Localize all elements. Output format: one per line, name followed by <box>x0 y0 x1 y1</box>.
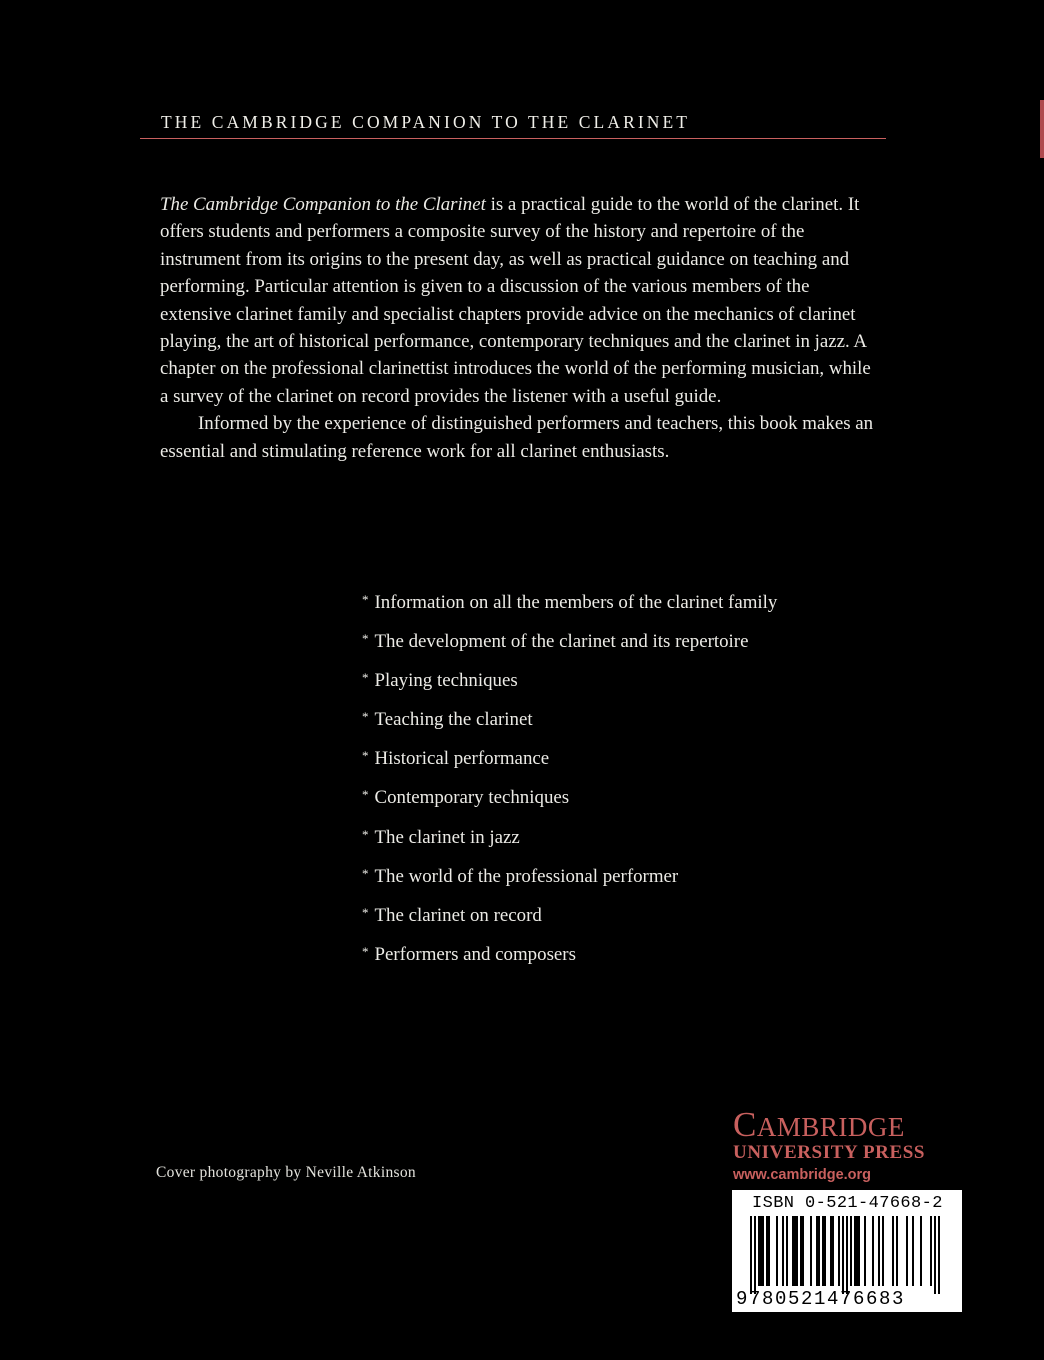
series-title: THE CAMBRIDGE COMPANION TO THE CLARINET <box>161 112 691 132</box>
cover-photo-credit: Cover photography by Neville Atkinson <box>156 1164 416 1181</box>
barcode-guard-bar <box>750 1216 752 1294</box>
feature-item <box>362 702 777 741</box>
barcode-bar <box>768 1216 770 1286</box>
book-description <box>160 191 882 465</box>
feature-item <box>362 859 777 898</box>
feature-item-text: The development of the clarinet and its repertoire <box>374 631 749 653</box>
barcode-bar <box>864 1216 866 1286</box>
publisher-logo <box>733 1106 963 1185</box>
bullet-star: * <box>362 631 369 647</box>
barcode-bar <box>816 1216 818 1286</box>
barcode-bar <box>850 1216 852 1286</box>
barcode-guard-bar <box>938 1216 940 1294</box>
feature-item-text: The world of the professional performer <box>374 865 679 887</box>
feature-item-text: Playing techniques <box>374 670 518 692</box>
bullet-star: * <box>362 748 369 764</box>
feature-list <box>362 585 777 976</box>
barcode-guard-bar <box>754 1216 756 1294</box>
barcode-bar <box>766 1216 768 1286</box>
publisher-name-initial: C <box>733 1105 757 1144</box>
feature-item <box>362 585 777 624</box>
ean-digits: 9780521476683 <box>736 1288 906 1310</box>
description-paragraph-1 <box>160 191 882 410</box>
barcode-bar <box>830 1216 832 1286</box>
feature-item <box>362 624 777 663</box>
barcode-bar <box>794 1216 796 1286</box>
barcode-bar <box>802 1216 804 1286</box>
feature-item-text: Information on all the members of the clarinet family <box>374 592 778 613</box>
barcode-bar <box>920 1216 922 1286</box>
bullet-star: * <box>362 826 369 842</box>
barcode-bar <box>872 1216 874 1286</box>
feature-item <box>362 820 777 859</box>
barcode-guard-bar <box>842 1216 844 1294</box>
barcode-bar <box>856 1216 858 1286</box>
feature-item-text: The clarinet in jazz <box>374 826 520 848</box>
barcode-bar <box>810 1216 812 1286</box>
feature-item <box>362 898 777 937</box>
bullet-star: * <box>362 709 369 725</box>
barcode-bar <box>822 1216 824 1286</box>
bullet-star: * <box>362 943 369 959</box>
publisher-name <box>733 1106 963 1146</box>
spine-edge-mark <box>1040 100 1044 158</box>
barcode-bar <box>782 1216 784 1286</box>
publisher-url: www.cambridge.org <box>733 1167 872 1183</box>
feature-item <box>362 663 777 702</box>
book-title-italic: The Cambridge Companion to the Clarinet <box>160 194 486 215</box>
bullet-star: * <box>362 787 369 803</box>
barcode-bar <box>824 1216 826 1286</box>
feature-item <box>362 780 777 819</box>
feature-item <box>362 741 777 780</box>
bullet-star: * <box>362 670 369 686</box>
barcode-bar <box>818 1216 820 1286</box>
feature-item-text: Contemporary techniques <box>374 787 570 809</box>
barcode-bar <box>760 1216 762 1286</box>
barcode-bar <box>882 1216 884 1286</box>
barcode-bar <box>796 1216 798 1286</box>
barcode-bar <box>858 1216 860 1286</box>
feature-item-text: Performers and composers <box>374 943 576 965</box>
feature-item-text: Teaching the clarinet <box>374 709 533 731</box>
isbn-barcode <box>732 1190 962 1312</box>
description-paragraph-2: Informed by the experience of distinguished performers and teachers, this book makes an essential and stimulating reference work for all clarinet enthusiasts. <box>160 413 874 462</box>
feature-item-text: The clarinet on record <box>374 904 542 926</box>
feature-item <box>362 937 777 976</box>
barcode-bar <box>854 1216 856 1286</box>
publisher-name-rest: AMBRIDGE <box>756 1112 905 1142</box>
barcode-bar <box>800 1216 802 1286</box>
barcode-bar <box>762 1216 764 1286</box>
title-rule <box>140 138 886 139</box>
barcode-bar <box>878 1216 880 1286</box>
feature-item-text: Historical performance <box>374 748 550 770</box>
barcode-bar <box>930 1216 932 1286</box>
publisher-subtitle: UNIVERSITY PRESS <box>733 1142 926 1163</box>
barcode-bar <box>906 1216 908 1286</box>
barcode-bar <box>776 1216 778 1286</box>
barcode-guard-bar <box>934 1216 936 1294</box>
barcode-bar <box>832 1216 834 1286</box>
barcode-bar <box>838 1216 840 1286</box>
bullet-star: * <box>362 904 369 920</box>
description-paragraph-1-text: is a practical guide to the world of the clarinet. It offers students and performers a composite survey of the history and repertoire of the instrument from its origins to the present day, as well as practical guidance on teaching and performing. Particular attention is given to a discussion of the various members of the extensive clarinet family and specialist chapters provide advice on the mechanics of clarinet playing, the art of historical performance, contemporary techniques and the clarinet in jazz. A chapter on the professional clarinettist introduces the world of the performing musician, while a survey of the clarinet on record provides the listener with a useful guide. <box>160 194 871 407</box>
barcode-guard-bar <box>846 1216 848 1294</box>
bullet-star: * <box>362 865 369 881</box>
isbn-label: ISBN 0-521-47668-2 <box>752 1194 943 1213</box>
barcode-bar <box>792 1216 794 1286</box>
barcode-bar <box>786 1216 788 1286</box>
barcode-bar <box>912 1216 914 1286</box>
barcode-bar <box>892 1216 894 1286</box>
barcode-bar <box>758 1216 760 1286</box>
bullet-star: * <box>362 592 369 607</box>
barcode-bar <box>896 1216 898 1286</box>
